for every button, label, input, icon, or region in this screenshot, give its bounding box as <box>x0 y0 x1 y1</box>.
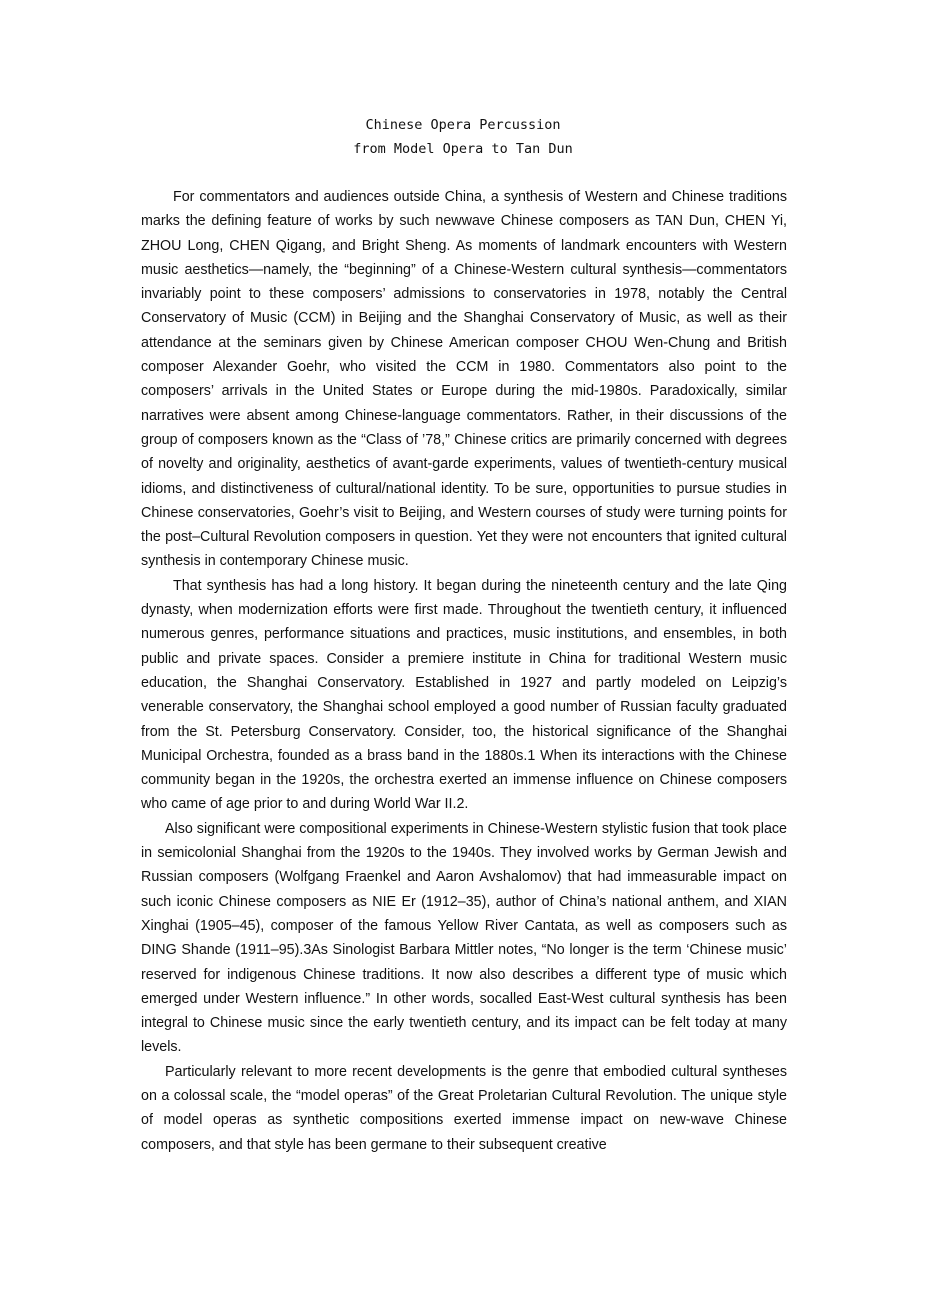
title-line-2: from Model Opera to Tan Dun <box>353 141 573 157</box>
paragraph-1: For commentators and audiences outside China, a synthesis of Western and Chinese traditions marks the defining feature of works by such newwave Chinese composers as TAN Dun, CHEN Yi, ZHOU Long, CHEN Qigang, and Bright Sheng. As moments of landmark encounters with Western music aesthetics—namely, the “beginning” of a Chinese-Western cultural synthesis—commentators invariably point to these composers’ admissions to conservatories in 1978, notably the Central Conservatory of Music (CCM) in Beijing and the Shanghai Conservatory of Music, as well as their attendance at the seminars given by Chinese American composer CHOU Wen-Chung and British composer Alexander Goehr, who visited the CCM in 1980. Commentators also point to the composers’ arrivals in the United States or Europe during the mid-1980s. Paradoxically, similar narratives were absent among Chinese-language commentators. Rather, in their discussions of the group of composers known as the “Class of ’78,” Chinese critics are primarily concerned with degrees of novelty and originality, aesthetics of avant-garde experiments, values of twentieth-century musical idioms, and distinctiveness of cultural/national identity. To be sure, opportunities to pursue studies in Chinese conservatories, Goehr’s visit to Beijing, and Western courses of study were turning points for the post–Cultural Revolution composers in question. Yet they were not encounters that ignited cultural synthesis in contemporary Chinese music. <box>141 189 787 570</box>
paragraph-4: Particularly relevant to more recent developments is the genre that embodied cultural syntheses on a colossal scale, the “model operas” of the Great Proletarian Cultural Revolution. The unique style of model operas as synthetic compositions exerted immense impact on new-wave Chinese composers, and that style has been germane to their subsequent creative <box>141 1063 787 1153</box>
document-body <box>141 185 787 1157</box>
title-line-1: Chinese Opera Percussion <box>365 117 561 133</box>
document-title <box>0 113 926 161</box>
paragraph-2: That synthesis has had a long history. It began during the nineteenth century and the late Qing dynasty, when modernization efforts were first made. Throughout the twentieth century, it influenced numerous genres, performance situations and practices, music institutions, and ensembles, in both public and private spaces. Consider a premiere institute in China for traditional Western music education, the Shanghai Conservatory. Established in 1927 and partly modeled on Leipzig’s venerable conservatory, the Shanghai school employed a good number of Russian faculty graduated from the St. Petersburg Conservatory. Consider, too, the historical significance of the Shanghai Municipal Orchestra, founded as a brass band in the 1880s.1 When its interactions with the Chinese community began in the 1920s, the orchestra exerted an immense influence on Chinese composers who came of age prior to and during World War II.2. <box>141 577 787 813</box>
paragraph-3: Also significant were compositional experiments in Chinese-Western stylistic fusion that took place in semicolonial Shanghai from the 1920s to the 1940s. They involved works by German Jewish and Russian composers (Wolfgang Fraenkel and Aaron Avshalomov) that had immeasurable impact on such iconic Chinese composers as NIE Er (1912–35), author of China’s national anthem, and XIAN Xinghai (1905–45), composer of the famous Yellow River Cantata, as well as composers such as DING Shande (1911–95).3As Sinologist Barbara Mittler notes, “No longer is the term ‘Chinese music’ reserved for indigenous Chinese traditions. It now also describes a different type of music which emerged under Western influence.” In other words, socalled East-West cultural synthesis has been integral to Chinese music since the early twentieth century, and its impact can be felt today at many levels. <box>141 820 787 1056</box>
